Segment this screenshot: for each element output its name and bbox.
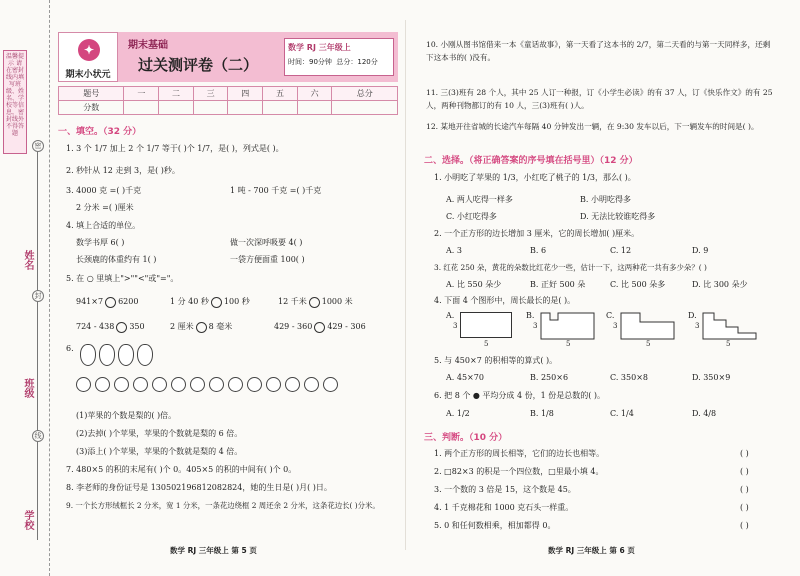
seal-char: 线 bbox=[32, 430, 44, 442]
compare-right: 100 秒 bbox=[223, 297, 250, 306]
page-footer-right: 数学 RJ 三年级上 第 6 页 bbox=[548, 546, 635, 555]
apple-icon bbox=[95, 377, 110, 392]
question-5: 5. 在 ○ 里填上">""<"或"="。 bbox=[66, 274, 179, 283]
seal-line bbox=[37, 150, 38, 540]
compare-item bbox=[76, 321, 145, 333]
judge-answer[interactable]: ( ) bbox=[740, 485, 749, 494]
apple-icon bbox=[152, 377, 167, 392]
question-11: 11. 三(3)班有 28 个人，其中 25 人订一种报，订《小学生必读》的有 37 人，订《快乐作文》的有 25 人，两种刊物都订的有 10 人，三(3)班有( )人。 bbox=[426, 88, 773, 110]
compare-item bbox=[170, 321, 232, 333]
answer-circle[interactable] bbox=[196, 322, 207, 333]
compare-left: 724 - 438 bbox=[76, 322, 115, 331]
tip-badge: 温馨提示 请在密封线内填写班级、姓名、学校等信息，密封线外不得答题 bbox=[3, 50, 27, 154]
judge-5: 5. 0 和任何数相乘，相加都得 0。 bbox=[434, 521, 556, 530]
apple-icon bbox=[171, 377, 186, 392]
pear-row bbox=[80, 344, 156, 370]
question-6: 6. bbox=[66, 344, 74, 353]
pear-icon bbox=[118, 344, 134, 366]
question-6b: (2)去掉( )个苹果，苹果的个数就是梨的 6 倍。 bbox=[76, 429, 243, 438]
judge-2: 2. □82×3 的积是一个四位数，□里最小填 4。 bbox=[434, 467, 604, 476]
table-cell: 一 bbox=[124, 87, 159, 101]
option: C. 350×8 bbox=[610, 373, 648, 382]
exam-subtitle: 期末基础 bbox=[128, 40, 168, 51]
choice-4: 4. 下面 4 个图形中，周长最长的是( )。 bbox=[434, 296, 576, 305]
judge-answer[interactable]: ( ) bbox=[740, 521, 749, 530]
judge-answer[interactable]: ( ) bbox=[740, 449, 749, 458]
logo bbox=[58, 32, 118, 82]
option: D. 9 bbox=[692, 246, 709, 255]
option: B. 250×6 bbox=[530, 373, 569, 382]
score-cell[interactable] bbox=[193, 101, 228, 115]
choice-5: 5. 与 450×7 的积相等的算式( )。 bbox=[434, 356, 558, 365]
apple-icon bbox=[266, 377, 281, 392]
score-table-row bbox=[59, 101, 398, 115]
compare-item bbox=[170, 296, 250, 308]
question-1: 1. 3 个 1/7 加上 2 个 1/7 等于( )个 1/7，是( )，列式是( )。 bbox=[66, 144, 284, 153]
score-cell[interactable] bbox=[263, 101, 298, 115]
apple-icon bbox=[285, 377, 300, 392]
apple-icon bbox=[133, 377, 148, 392]
compare-right: 8 毫米 bbox=[208, 322, 233, 331]
compare-item bbox=[274, 321, 366, 333]
question-6a: (1)苹果的个数是梨的( )倍。 bbox=[76, 411, 177, 420]
question-4b: 做一次深呼吸要 4( ) bbox=[230, 238, 303, 247]
question-10: 10. 小刚从图书馆借来一本《童话故事》，第一天看了这本书的 2/7，第二天看的与第一天同样多，还剩下这本书的( )没有。 bbox=[426, 40, 771, 62]
seal-char: 密 bbox=[32, 140, 44, 152]
answer-circle[interactable] bbox=[309, 297, 320, 308]
option: B. 6 bbox=[530, 246, 547, 255]
judge-3: 3. 一个数的 3 倍是 15，这个数是 45。 bbox=[434, 485, 576, 494]
exam-header bbox=[58, 32, 398, 82]
exam-time: 时间：90分钟 bbox=[288, 58, 332, 66]
figure-a-rectangle bbox=[460, 312, 512, 338]
figure-label: 5 bbox=[484, 340, 489, 348]
option: D. 4/8 bbox=[692, 409, 717, 418]
question-3c: 2 分米 =( )厘米 bbox=[76, 203, 134, 212]
score-cell[interactable] bbox=[332, 101, 398, 115]
figure-b-notched bbox=[540, 310, 596, 340]
pear-icon bbox=[137, 344, 153, 366]
question-8: 8. 李老师的身份证号是 130502196812082824，她的生日是( )月( )日。 bbox=[66, 483, 332, 492]
question-6c: (3)添上( )个苹果，苹果的个数就是梨的 4 倍。 bbox=[76, 447, 243, 456]
option: D. 无法比较谁吃得多 bbox=[580, 212, 656, 221]
option: B. 正好 500 朵 bbox=[530, 280, 586, 289]
page-footer-left: 数学 RJ 三年级上 第 5 页 bbox=[170, 546, 257, 555]
option: C. bbox=[606, 311, 615, 320]
option: B. 小明吃得多 bbox=[580, 195, 631, 204]
binding-strip bbox=[0, 0, 50, 576]
figure-label: 3 bbox=[613, 322, 618, 330]
option: A. 两人吃得一样多 bbox=[446, 195, 513, 204]
figure-label: 3 bbox=[533, 322, 538, 330]
compare-left: 12 千米 bbox=[278, 297, 307, 306]
figure-d-staircase bbox=[702, 310, 758, 340]
answer-circle[interactable] bbox=[314, 322, 325, 333]
table-cell: 分数 bbox=[59, 101, 124, 115]
choice-2: 2. 一个正方形的边长增加 3 厘米，它的周长增加( )厘米。 bbox=[434, 229, 640, 238]
score-table bbox=[58, 86, 398, 115]
score-table-header-row bbox=[59, 87, 398, 101]
option: A. 45×70 bbox=[446, 373, 484, 382]
question-4c: 长颈鹿的体重约有 1( ) bbox=[76, 255, 157, 264]
compare-right: 429 - 306 bbox=[327, 322, 366, 331]
figure-label: 5 bbox=[566, 340, 571, 348]
option: B. bbox=[526, 311, 535, 320]
exam-grade: 数学 RJ 三年级上 bbox=[288, 43, 351, 52]
figure-label: 3 bbox=[695, 322, 700, 330]
table-cell: 总分 bbox=[332, 87, 398, 101]
question-4d: 一袋方便面重 100( ) bbox=[230, 255, 305, 264]
option: A. 3 bbox=[446, 246, 462, 255]
score-cell[interactable] bbox=[124, 101, 159, 115]
compare-left: 941×7 bbox=[76, 297, 104, 306]
option: C. 1/4 bbox=[610, 409, 634, 418]
exam-info-box bbox=[284, 38, 394, 76]
option: D. bbox=[688, 311, 697, 320]
option: A. bbox=[446, 311, 455, 320]
brand-name: 期末小状元 bbox=[65, 70, 111, 80]
question-7: 7. 480×5 的积的末尾有( )个 0。405×5 的积的中间有( )个 0。 bbox=[66, 465, 297, 474]
answer-circle[interactable] bbox=[211, 297, 222, 308]
section-judge: 三、判断。（10 分） bbox=[424, 433, 508, 443]
choice-3: 3. 红花 250 朵，黄花的朵数比红花少一些，估计一下，这两种花一共有多少朵？( ) bbox=[434, 263, 707, 272]
table-cell: 二 bbox=[159, 87, 194, 101]
judge-answer[interactable]: ( ) bbox=[740, 467, 749, 476]
apple-icon bbox=[209, 377, 224, 392]
score-cell[interactable] bbox=[297, 101, 332, 115]
compare-left: 429 - 360 bbox=[274, 322, 313, 331]
answer-circle[interactable] bbox=[116, 322, 127, 333]
question-12: 12. 某地开往省城的长途汽车每隔 40 分钟发出一辆，在 9:30 发车以后，下一辆发车的时间是( )。 bbox=[426, 122, 759, 131]
judge-answer[interactable]: ( ) bbox=[740, 503, 749, 512]
figure-label: 5 bbox=[646, 340, 651, 348]
choice-6: 6. 把 8 个 ● 平均分成 4 份，1 份是总数的( )。 bbox=[434, 391, 606, 400]
pear-icon bbox=[99, 344, 115, 366]
apple-icon bbox=[76, 377, 91, 392]
answer-circle[interactable] bbox=[105, 297, 116, 308]
page-divider bbox=[405, 20, 406, 550]
table-cell: 三 bbox=[193, 87, 228, 101]
apple-icon bbox=[114, 377, 129, 392]
table-cell: 四 bbox=[228, 87, 263, 101]
question-4a: 数学书厚 6( ) bbox=[76, 238, 125, 247]
apple-icon bbox=[323, 377, 338, 392]
judge-4: 4. 1 千克棉花和 1000 克石头一样重。 bbox=[434, 503, 574, 512]
logo-mark-icon: ✦ bbox=[78, 39, 100, 61]
name-label: 姓名 bbox=[22, 250, 33, 270]
section-choice: 二、选择。（将正确答案的序号填在括号里）（12 分） bbox=[424, 156, 638, 166]
apple-icon bbox=[190, 377, 205, 392]
compare-right: 1000 米 bbox=[321, 297, 353, 306]
apple-icon bbox=[247, 377, 262, 392]
question-4: 4. 填上合适的单位。 bbox=[66, 221, 141, 230]
option: C. 比 500 朵多 bbox=[610, 280, 666, 289]
option: C. 12 bbox=[610, 246, 632, 255]
option: B. 1/8 bbox=[530, 409, 554, 418]
compare-item bbox=[278, 296, 353, 308]
question-2: 2. 秒针从 12 走到 3，是( )秒。 bbox=[66, 166, 180, 175]
compare-left: 2 厘米 bbox=[170, 322, 194, 331]
question-9: 9. 一个长方形绒框长 2 分米，宽 1 分米，一条花边绕框 2 周还余 2 分米，这条花边长( )分米。 bbox=[66, 501, 380, 510]
figure-label: 5 bbox=[726, 340, 731, 348]
pear-icon bbox=[80, 344, 96, 366]
option: C. 小红吃得多 bbox=[446, 212, 497, 221]
option: D. 比 300 朵少 bbox=[692, 280, 748, 289]
apple-icon bbox=[304, 377, 319, 392]
option: A. 比 550 朵少 bbox=[446, 280, 502, 289]
table-cell: 五 bbox=[263, 87, 298, 101]
apple-row bbox=[76, 377, 342, 396]
option: A. 1/2 bbox=[446, 409, 470, 418]
judge-1: 1. 两个正方形的周长相等，它们的边长也相等。 bbox=[434, 449, 605, 458]
exam-title: 过关测评卷（二） bbox=[138, 56, 259, 74]
table-cell: 题号 bbox=[59, 87, 124, 101]
table-cell: 六 bbox=[297, 87, 332, 101]
school-label: 学校 bbox=[22, 510, 33, 530]
question-3b: 1 吨 - 700 千克 =( )千克 bbox=[230, 186, 322, 195]
score-cell[interactable] bbox=[228, 101, 263, 115]
exam-total: 总分：120分 bbox=[336, 58, 378, 66]
score-cell[interactable] bbox=[159, 101, 194, 115]
compare-right: 6200 bbox=[118, 297, 139, 306]
figure-c-step bbox=[620, 310, 676, 340]
choice-1: 1. 小明吃了苹果的 1/3，小红吃了桃子的 1/3，那么( )。 bbox=[434, 173, 636, 182]
section-fill-blank: 一、填空。（32 分） bbox=[58, 127, 142, 137]
seal-char: 封 bbox=[32, 290, 44, 302]
class-label: 班级 bbox=[22, 378, 33, 398]
compare-right: 350 bbox=[129, 322, 145, 331]
compare-item bbox=[76, 296, 138, 308]
figure-label: 3 bbox=[453, 322, 458, 330]
option: D. 350×9 bbox=[692, 373, 731, 382]
apple-icon bbox=[228, 377, 243, 392]
question-3a: 3. 4000 克 =( )千克 bbox=[66, 186, 142, 195]
compare-left: 1 分 40 秒 bbox=[170, 297, 209, 306]
